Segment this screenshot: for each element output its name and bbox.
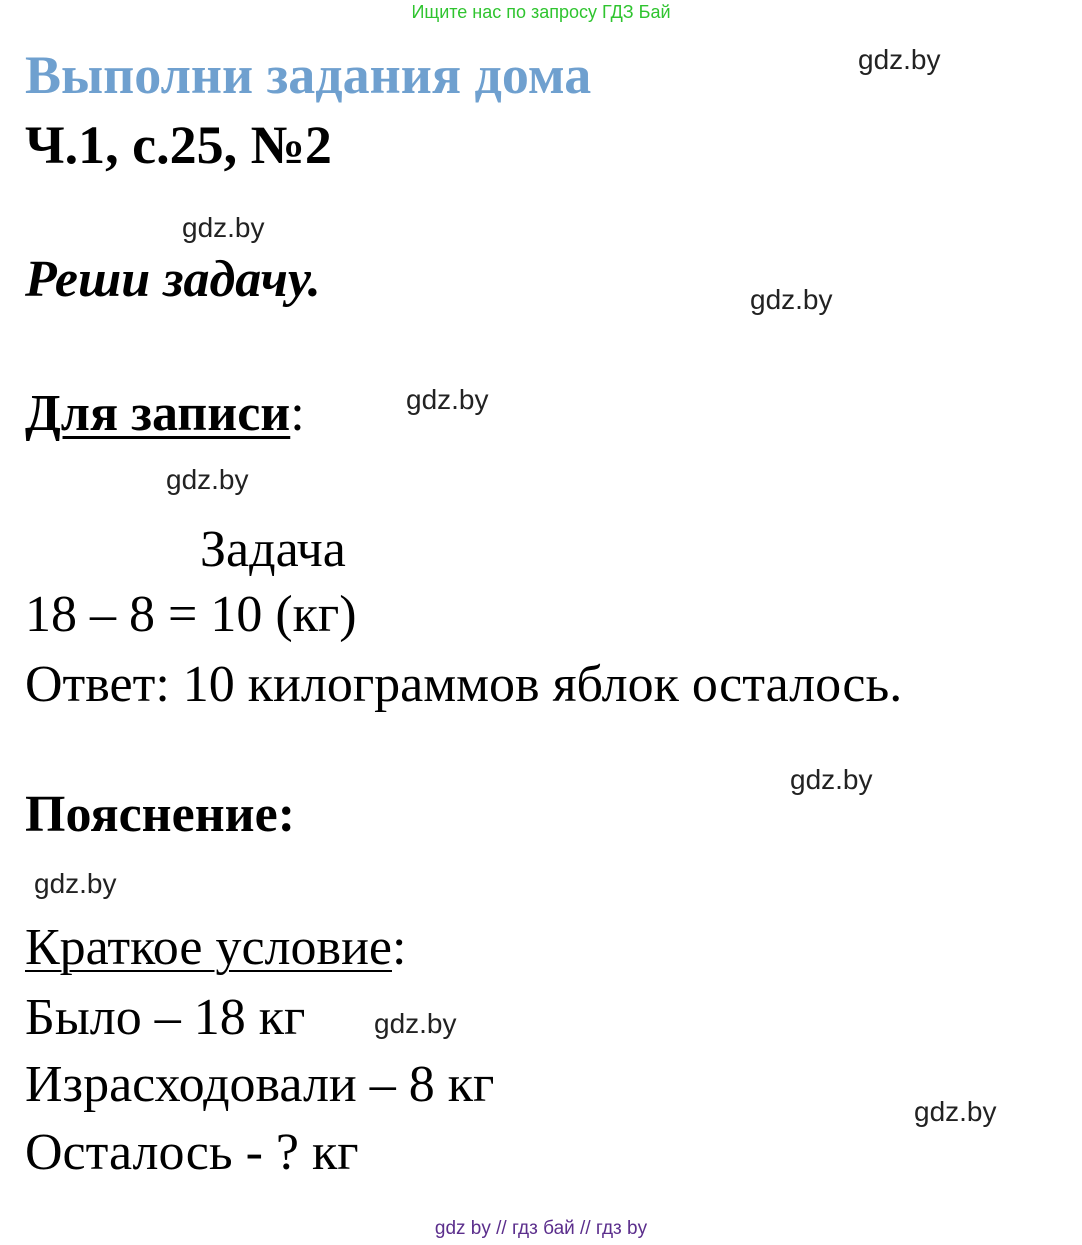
watermark: gdz.by: [406, 384, 489, 415]
watermark: gdz.by: [790, 764, 873, 795]
record-label-text: Для записи: [25, 385, 291, 442]
footer: gdz by // гдз бай // гдз by: [434, 1218, 648, 1239]
watermark: gdz.by: [166, 464, 249, 495]
record-label-colon: :: [290, 385, 305, 442]
watermark: gdz.by: [182, 212, 265, 243]
problem-title: Задача: [200, 521, 346, 578]
watermark: gdz.by: [914, 1096, 997, 1127]
top-banner: Ищите нас по запросу ГДЗ Бай: [411, 2, 671, 22]
condition-line: Осталось - ? кг: [25, 1124, 359, 1181]
solution-answer: Ответ: 10 килограммов яблок осталось.: [25, 656, 903, 713]
solution-equation: 18 – 8 = 10 (кг): [25, 586, 357, 643]
exercise-reference: Ч.1, с.25, №2: [25, 115, 332, 175]
task-instruction: Реши задачу.: [25, 251, 321, 308]
watermark: gdz.by: [374, 1008, 457, 1039]
condition-line: Израсходовали – 8 кг: [25, 1056, 495, 1113]
section-heading: Выполни задания дома: [25, 45, 592, 105]
condition-label-colon: :: [391, 919, 407, 976]
condition-line: Было – 18 кг: [25, 989, 306, 1046]
watermark: gdz.by: [34, 868, 117, 899]
explanation-label: Пояснение:: [25, 786, 296, 843]
watermark: gdz.by: [858, 44, 941, 75]
condition-label-text: Краткое условие: [25, 919, 392, 976]
condition-label: [25, 918, 406, 977]
record-label: [25, 384, 305, 443]
watermark: gdz.by: [750, 284, 833, 315]
